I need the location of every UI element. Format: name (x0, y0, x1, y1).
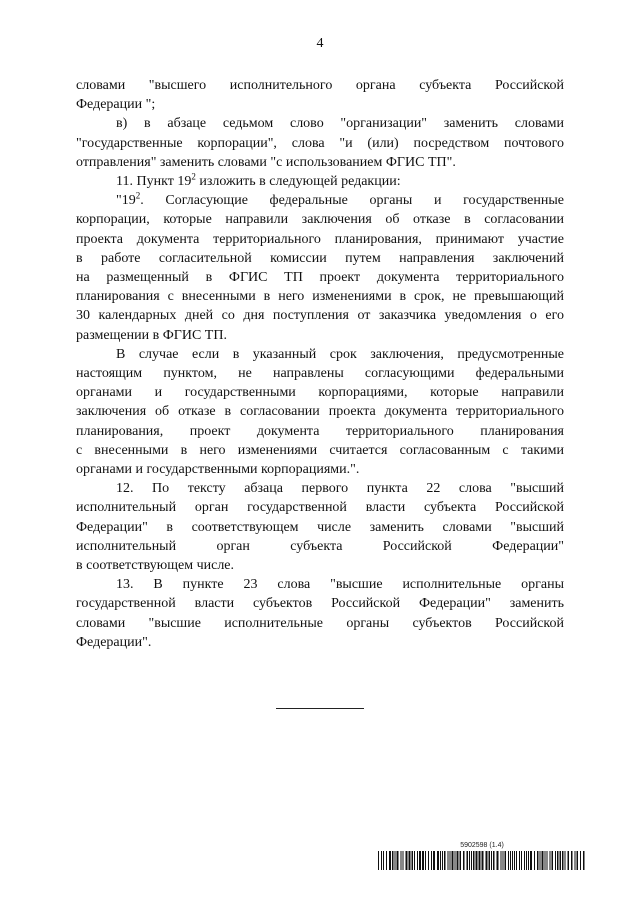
barcode-bar (417, 851, 418, 870)
barcode-bar (577, 851, 579, 870)
text-line: заключения об отказе в согласовании проекта документа территориального (76, 404, 564, 420)
barcode-bar (568, 851, 570, 870)
text-line: в) в абзаце седьмом слово "организации" заменить словами (116, 116, 564, 132)
barcode-bar (419, 851, 421, 870)
barcode-bar (460, 851, 462, 870)
barcode-bar (557, 851, 559, 870)
barcode-bar (508, 851, 509, 870)
text-line: в соответствующем числе. (76, 558, 235, 574)
barcode-bar (389, 851, 391, 870)
barcode-bar (392, 851, 394, 870)
barcode-bar (528, 851, 529, 870)
text-line: органами и государственными корпорациями, которые направили (76, 385, 564, 401)
barcode-number: 5902598 (1.4) (460, 842, 504, 849)
barcode-bar (524, 851, 525, 870)
barcode-bar (467, 851, 469, 870)
text-line: "государственные корпорации", слова "и (или) посредством почтового (76, 135, 564, 151)
text-line: исполнительный орган субъекта Российской Федерации" (76, 538, 564, 554)
barcode-bar (383, 851, 384, 870)
text-line: 13. В пункте 23 слова "высшие исполнительные органы (116, 577, 564, 593)
barcode-bar (431, 851, 432, 870)
barcode-bar (519, 851, 520, 870)
barcode-bar (422, 851, 424, 870)
barcode-bar (457, 851, 459, 870)
barcode-bar (401, 851, 402, 870)
text-line: органами и государственными корпорациями.". (76, 462, 360, 478)
text-line: настоящим пунктом, не направлены согласующими федеральными (76, 366, 564, 382)
document-barcode (378, 842, 586, 870)
barcode-bar (503, 851, 504, 870)
barcode-bar (386, 851, 387, 870)
barcode-bar (571, 851, 573, 870)
barcode-bar (409, 851, 411, 870)
text-line: Федерации "; (76, 97, 156, 113)
text-line: Федерации" в соответствующем числе заменить словами "высший (76, 519, 564, 535)
end-separator-line (276, 708, 364, 709)
barcode-bar (550, 851, 551, 870)
text-line: размещении в ФГИС ТП. (76, 327, 227, 343)
text-line: В случае если в указанный срок заключения, предусмотренные (116, 346, 564, 362)
text-line: с внесенными в него изменениями считается согласованным с такими (76, 442, 564, 458)
barcode-bar (450, 851, 451, 870)
text-line: 11. Пункт $19^2$ изложить в следующей редакции: (116, 171, 401, 190)
barcode-bar (433, 851, 435, 870)
text-line: Федерации". (76, 634, 152, 650)
barcode-bar (540, 851, 541, 870)
barcode-bar (575, 851, 576, 870)
barcode-bar (560, 851, 562, 870)
barcode-bar (440, 851, 441, 870)
text-line: словами "высшие исполнительные органы субъектов Российской (76, 615, 564, 631)
barcode-bar (545, 851, 546, 870)
barcode-bar (397, 851, 399, 870)
barcode-bar (482, 851, 484, 870)
text-line: государственной власти субъектов Российской Федерации" заменить (76, 596, 564, 612)
text-line: "$19^2$. Согласующие федеральные органы и государственные (116, 190, 564, 209)
barcode-bar (491, 851, 492, 870)
barcode-bar (403, 851, 404, 870)
barcode-bar (479, 851, 481, 870)
barcode-icon (378, 851, 586, 870)
barcode-bar (562, 851, 564, 870)
barcode-bar (547, 851, 548, 870)
text-line: планирования, проект документа территориального планирования (76, 423, 564, 439)
barcode-bar (381, 851, 382, 870)
barcode-bar (505, 851, 507, 870)
barcode-bar (514, 851, 515, 870)
text-line: планирования с внесенными в него изменениями в срок, не превышающий (76, 289, 564, 305)
barcode-bar (378, 851, 379, 870)
barcode-bar (512, 851, 513, 870)
barcode-bar (501, 851, 502, 870)
barcode-bar (497, 851, 499, 870)
barcode-bar (537, 851, 539, 870)
barcode-bar (489, 851, 491, 870)
barcode-bar (455, 851, 456, 870)
text-line: словами "высшего исполнительного органа субъекта Российской (76, 78, 564, 93)
text-line: корпорации, которые направили заключения об отказе в согласовании (76, 212, 564, 228)
barcode-bar (534, 851, 535, 870)
text-line: исполнительный орган государственной власти субъекта Российской (76, 500, 564, 516)
text-line: отправления" заменить словами "с использованием ФГИС ТП". (76, 154, 456, 170)
barcode-bar (428, 851, 429, 870)
text-line: 12. По тексту абзаца первого пункта 22 слова "высший (116, 481, 564, 497)
barcode-bar (583, 851, 585, 870)
barcode-bar (471, 851, 472, 870)
barcode-bar (555, 851, 556, 870)
barcode-bar (448, 851, 449, 870)
barcode-bar (425, 851, 426, 870)
barcode-bar (521, 851, 522, 870)
barcode-bar (442, 851, 443, 870)
barcode-bar (469, 851, 470, 870)
barcode-bar (516, 851, 517, 870)
document-body (76, 76, 564, 652)
barcode-bar (565, 851, 566, 870)
barcode-bar (463, 851, 465, 870)
barcode-bar (476, 851, 478, 870)
barcode-bar (530, 851, 532, 870)
text-line: проекта документа территориального планирования, принимают участие (76, 231, 564, 247)
barcode-bar (395, 851, 396, 870)
barcode-bar (473, 851, 475, 870)
barcode-bar (406, 851, 408, 870)
barcode-bar (412, 851, 414, 870)
text-line: на размещенный в ФГИС ТП проект документа территориального (76, 270, 564, 286)
barcode-bar (414, 851, 415, 870)
page-number: 4 (316, 36, 324, 51)
text-line: в работе согласительной комиссии путем направления заключений (76, 250, 564, 266)
barcode-bar (486, 851, 488, 870)
barcode-bar (437, 851, 439, 870)
barcode-bar (526, 851, 527, 870)
barcode-bar (452, 851, 454, 870)
barcode-bar (493, 851, 495, 870)
barcode-bar (542, 851, 544, 870)
barcode-bar (510, 851, 511, 870)
barcode-bar (444, 851, 446, 870)
text-line: 30 календарных дней со дня поступления от заказчика уведомления о его (76, 308, 564, 324)
barcode-bar (552, 851, 554, 870)
barcode-bar (580, 851, 581, 870)
